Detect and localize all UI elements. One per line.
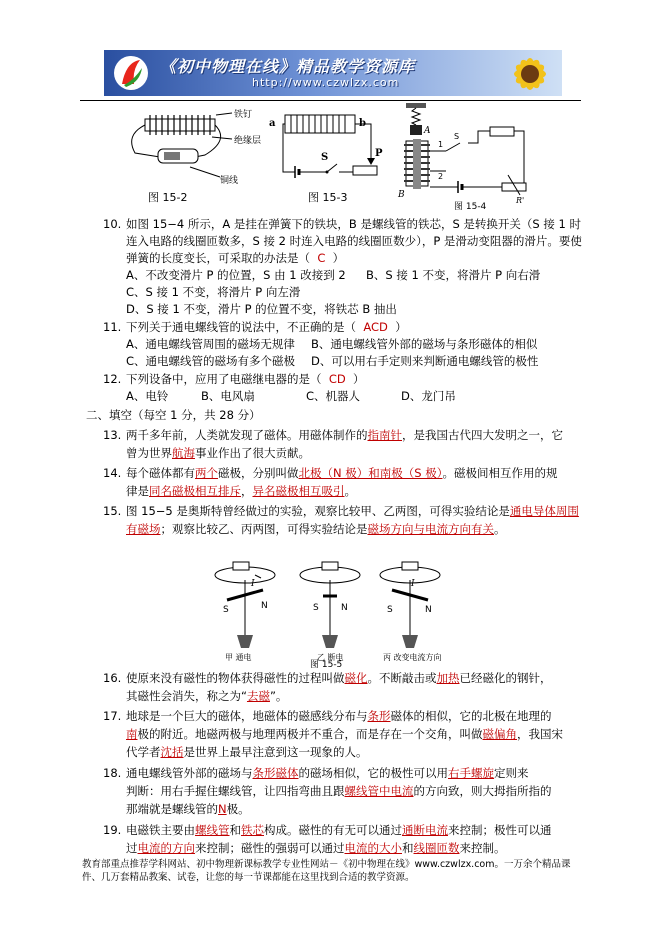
q11-stem-text: 下列关于通电螺线管的说法中，不正确的是（ [126,320,356,334]
fig154-label-s: S [454,132,460,141]
figure-15-5 [205,550,455,660]
q15-number: 15. [103,504,122,518]
q19-answer-2: 铁芯 [241,823,264,837]
fig155-label-s2: S [313,603,319,613]
q18-text-6: 那端就是螺线管的 [126,802,218,816]
q16-answer-3: 去磁 [246,689,270,703]
q17-text-3: 极的附近。地磁两极与地理两极并不重合，而是存在一个交角，叫做 [137,727,483,741]
fig152-label-nail: 铁钉 [234,110,253,120]
q17-number: 17. [103,709,122,723]
figure-15-3 [265,110,385,185]
q17-line2 [126,727,563,741]
q10-line2: 连入电路的线圈匝数多，S 接 2 时连入电路的线圈匝数少），P 是滑动变阻器的滑片。要使 [126,234,582,248]
fig155-label-i3: I [411,579,415,589]
fig155-label-n2: N [341,603,348,613]
q18-text-1: 通电螺线管外部的磁场与 [126,766,253,780]
fig154-label-2: 2 [438,172,444,181]
site-url[interactable]: http://www.czwlzx.com [252,76,400,89]
q15-text-2: ；观察比较乙、丙两图，可得实验结论是 [160,522,368,536]
q12-stem-end: ） [353,372,365,386]
q14-line2 [126,484,356,498]
q12-answer: CD [328,372,346,386]
q17-line1 [126,709,552,723]
figure-15-4 [398,103,538,203]
site-title: 《初中物理在线》精品教学资源库 [160,57,416,76]
q15-text-3: 。 [494,522,506,536]
fig154-label-b: B [398,190,405,200]
q19-text-3: 构成。磁性的有无可以通过 [264,823,402,837]
q16-text-2: 。不断敲击或 [367,671,437,685]
q12-options [126,389,456,403]
q14-text-1: 每个磁体都有 [126,466,195,480]
q11-option-a: A、通电螺线管周围的磁场无规律 [126,337,295,351]
q16-text-5: ”。 [269,689,288,703]
q10-line1: 如图 15−4 所示，A 是挂在弹簧下的铁块，B 是螺线管的铁芯，S 是转换开关（S 接 1 时 [126,217,581,231]
fig155-caption: 图 15-5 [310,660,343,670]
q14-answer-1: 两个 [195,466,218,480]
fig153-label-b: b [359,118,366,129]
fig152-label-insulation: 绝缘层 [234,136,262,146]
q18-answer-1: 条形磁体 [252,766,299,780]
q18-text-2: 的磁场相似，它的极性可以用 [298,766,448,780]
fig153-label-a: a [269,118,276,129]
q10-answer: C [317,251,326,265]
q14-text-6: 。 [344,484,356,498]
q15-text-1: 图 15−5 是奥斯特曾经做过的实验，观察比较甲、乙两图，可得实验结论是 [126,504,510,518]
q18-answer-3: 螺线管中电流 [344,784,414,798]
q13-line2 [126,446,310,460]
fig155-panel-label-3: 丙 改变电流方向 [383,653,442,662]
fig152-label-wire: 铜线 [220,176,239,186]
q14-text-2: 磁极，分别叫做 [218,466,299,480]
q16-line1 [126,671,552,685]
q18-number: 18. [103,766,122,780]
fig155-panel-2 [300,562,360,648]
q19-answer-5: 电流的大小 [344,841,402,855]
fig154-label-1: 1 [438,140,444,149]
q12-option-a: A、电铃 [126,389,169,403]
q14-answer-2: 北极（N 极）和南极（S 极） [298,466,443,480]
q18-line3 [126,802,250,816]
footer-line-2: 件、几万套精品教案、试卷，让您的每一节课都能在这里找到合适的教学资源。 [82,872,415,883]
fig155-panel-label-1: 甲 通电 [225,653,252,662]
q18-answer-2: 右手螺旋 [448,766,494,780]
q17-text-4: ，我国宋 [517,727,563,741]
q11-option-b: B、通电螺线管外部的磁场与条形磁体的相似 [311,337,538,351]
q18-answer-4: N [218,802,227,816]
fig155-label-n1: N [261,601,268,611]
q10-option-d: D、S 接 1 不变，滑片 P 的位置不变，将铁芯 B 抽出 [126,302,397,316]
q14-number: 14. [103,466,122,480]
q10-line3 [126,251,344,265]
q10-number: 10. [103,217,122,231]
q18-line1 [126,766,529,780]
q19-text-7: 和 [402,841,414,855]
q13-number: 13. [103,428,122,442]
q17-answer-1: 条形 [367,709,391,723]
q17-answer-3: 磁偏角 [482,727,517,741]
fig155-label-i1: I [251,579,255,589]
q18-text-5: 的方向致，则大拇指所指的 [413,784,552,798]
fig152-caption: 图 15-2 [148,191,188,204]
q19-text-5: 过 [126,841,138,855]
q11-answer: ACD [363,320,388,334]
fig155-panel-label-2: 乙 断电 [317,653,344,662]
section-2-heading: 二、填空（每空 1 分，共 28 分） [86,408,261,422]
q19-line2 [126,841,506,855]
site-logo-icon [112,54,150,92]
fig153-label-s: S [321,152,329,163]
header-banner [104,50,562,96]
q13-text-3: 曾为世界 [126,446,172,460]
q13-answer-1: 指南针 [367,428,402,442]
q17-text-2: 磁体的相似，它的北极在地理的 [390,709,552,723]
q12-stem-text: 下列设备中，应用了电磁继电器的是（ [126,372,322,386]
fig154-label-r: R' [516,196,525,205]
q12-option-c: C、机器人 [306,389,361,403]
fig154-caption: 图 15-4 [454,202,487,212]
q19-answer-6: 线圈匝数 [413,841,460,855]
q17-answer-2: 南 [126,727,138,741]
q12-stem [126,372,365,386]
q13-answer-2: 航海 [172,446,195,460]
q17-answer-4: 沈括 [160,745,184,759]
q15-line2 [126,522,506,536]
q10-option-c: C、S 接 1 不变，将滑片 P 向左滑 [126,285,301,299]
q14-answer-4: 异名磁极相互吸引 [252,484,345,498]
fig153-label-p: P [375,148,383,159]
fig155-label-s3: S [387,605,393,615]
q16-answer-1: 磁化 [344,671,368,685]
q14-text-5: ， [241,484,253,498]
q17-text-1: 地球是一个巨大的磁体，地磁体的磁感线分布与 [126,709,368,723]
q16-text-3: 已经磁化的钢针， [459,671,552,685]
q15-answer-1b: 有磁场 [126,522,161,536]
q19-number: 19. [103,823,122,837]
figure-15-2 [120,105,280,185]
q11-number: 11. [103,320,122,334]
q15-answer-2: 磁场方向与电流方向有关 [367,522,494,536]
q10-stem-end: ） [332,251,345,265]
q12-option-b: B、电风扇 [201,389,255,403]
fig153-caption: 图 15-3 [308,191,348,204]
q10-option-a: A、不改变滑片 P 的位置，S 由 1 改接到 2 [126,268,346,282]
header-rule [80,100,581,101]
q17-text-5: 代学者 [126,745,161,759]
q15-line1 [126,504,579,518]
footer-line-1: 教育部重点推荐学科网站、初中物理新课标教学专业性网站－《初中物理在线》www.czwlzx.com。一万余个精品课 [82,859,571,870]
q14-text-3: 。磁极间相互作用的规 [442,466,558,480]
q12-option-d: D、龙门吊 [401,389,456,403]
q11-option-d: D、可以用右手定则来判断通电螺线管的极性 [311,354,539,368]
sunflower-icon [490,50,560,96]
q19-text-1: 电磁铁主要由 [126,823,195,837]
fig154-label-a: A [424,126,431,136]
q19-line1 [126,823,552,837]
q11-stem-end: ） [395,320,407,334]
q14-line1 [126,466,557,480]
q19-text-4: 来控制；极性可以通 [448,823,552,837]
q19-answer-4: 电流的方向 [137,841,195,855]
q16-text-4: 其磁性会消失，称之为“ [126,689,247,703]
q16-text-1: 使原来没有磁性的物体获得磁性的过程叫做 [126,671,345,685]
q13-line1 [126,428,563,442]
q10-options-row1 [126,268,540,282]
q19-answer-3: 通断电流 [402,823,448,837]
q18-text-4: 判断：用右手握住螺线管，让四指弯曲且跟 [126,784,345,798]
q11-options-row2 [126,354,538,368]
q10-option-b: B、S 接 1 不变，将滑片 P 向右滑 [366,268,541,282]
q14-answer-3: 同名磁极相互排斥 [149,484,241,498]
q16-line2 [126,689,287,703]
q19-answer-1: 螺线管 [195,823,230,837]
q18-line2 [126,784,552,798]
q18-text-7: 极。 [226,802,250,816]
q16-number: 16. [103,671,122,685]
q16-answer-2: 加热 [436,671,460,685]
q10-stem: 弹簧的长度变长，可采取的办法是（ [126,251,310,265]
fig155-label-n3: N [425,605,432,615]
q13-text-2: ，是我国古代四大发明之一，它 [402,428,563,442]
q13-text-1: 两千多年前，人类就发现了磁体。用磁体制作的 [126,428,368,442]
q19-text-8: 来控制。 [459,841,506,855]
q19-text-6: 来控制；磁性的强弱可以通过 [195,841,345,855]
q14-text-4: 律是 [126,484,149,498]
q17-line3 [126,745,368,759]
q15-answer-1a: 通电导体周围 [509,504,579,518]
q13-text-4: 事业作出了很大贡献。 [195,446,310,460]
q12-number: 12. [103,372,122,386]
q11-options-row1 [126,337,537,351]
q18-text-3: 定则来 [494,766,529,780]
q11-option-c: C、通电螺线管的磁场有多个磁极 [126,354,296,368]
q17-text-6: 是世界上最早注意到这一现象的人。 [183,745,368,759]
q11-stem [126,320,407,334]
q19-text-2: 和 [229,823,241,837]
fig155-label-s1: S [223,605,229,615]
